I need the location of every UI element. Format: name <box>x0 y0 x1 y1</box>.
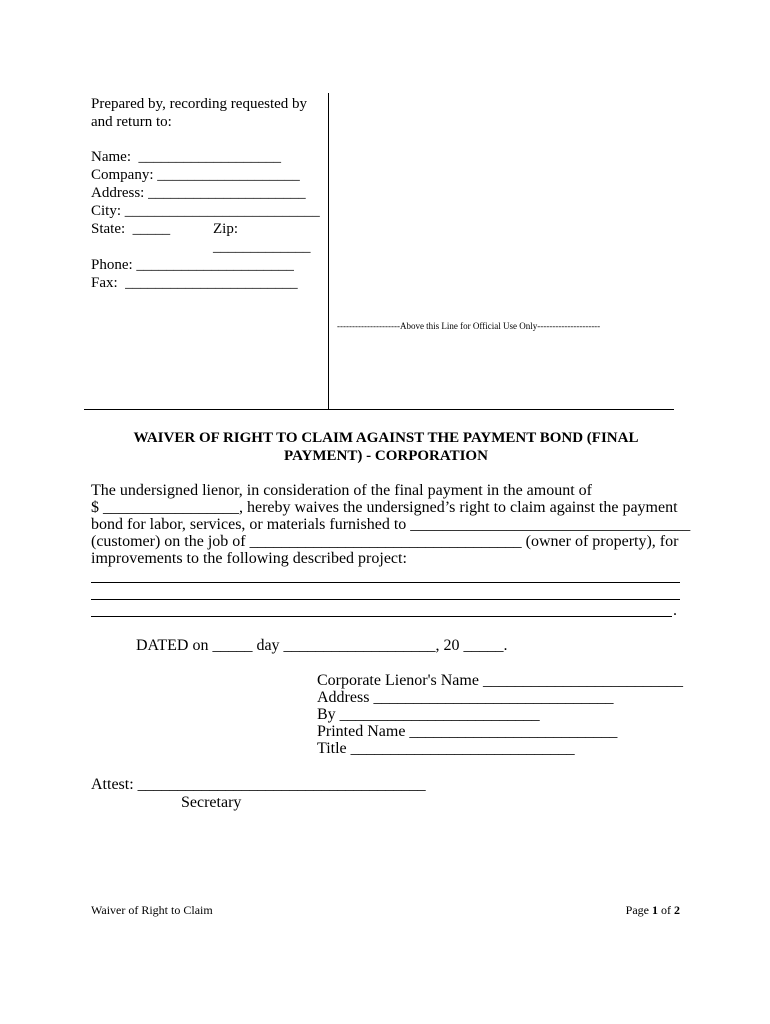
project-blank-line-1 <box>91 582 680 583</box>
attest-field: Attest: ____________________________________ <box>91 776 426 793</box>
name-field: Name: ___________________ <box>91 149 281 165</box>
footer-page-word: Page <box>625 903 652 917</box>
body-line-4: (customer) on the job of __________________________________ (owner of property), for <box>91 533 679 550</box>
project-period: . <box>673 602 677 619</box>
signature-by-field: By _________________________ <box>317 706 540 723</box>
body-line-1: The undersigned lienor, in consideration of the final payment in the amount of <box>91 482 592 499</box>
corporate-lienor-name-field: Corporate Lienor's Name _________________________ <box>317 672 683 689</box>
body-line-5: improvements to the following described project: <box>91 550 407 567</box>
fax-field: Fax: _______________________ <box>91 275 298 291</box>
return-to-label: and return to: <box>91 114 172 130</box>
company-field: Company: ___________________ <box>91 167 300 183</box>
body-line-3: bond for labor, services, or materials furnished to ___________________________________ <box>91 516 691 533</box>
printed-name-field: Printed Name __________________________ <box>317 723 618 740</box>
address-field: Address: _____________________ <box>91 185 306 201</box>
signature-address-field: Address ______________________________ <box>317 689 614 706</box>
header-divider-horizontal <box>84 409 674 410</box>
footer-page-total: 2 <box>674 903 680 917</box>
project-blank-line-2 <box>91 599 680 600</box>
footer-document-name: Waiver of Right to Claim <box>91 903 213 917</box>
zip-label: Zip: <box>213 221 238 237</box>
footer-of-word: of <box>658 903 674 917</box>
body-line-2: $ _________________, hereby waives the undersigned’s right to claim against the payment <box>91 499 678 516</box>
prepared-by-label: Prepared by, recording requested by <box>91 96 308 112</box>
signature-title-field: Title ____________________________ <box>317 740 575 757</box>
phone-field: Phone: _____________________ <box>91 257 294 273</box>
project-blank-line-3 <box>91 616 672 617</box>
dated-line: DATED on _____ day ___________________, 20 _____. <box>136 637 508 654</box>
header-divider-vertical <box>328 93 329 409</box>
state-field: State: _____ <box>91 221 171 237</box>
zip-field-line: _____________ <box>213 239 311 255</box>
official-use-line: ---------------------Above this Line for Official Use Only--------------------- <box>337 321 601 331</box>
document-title-line2: PAYMENT) - CORPORATION <box>284 448 488 464</box>
footer-page-current: 1 <box>652 903 658 917</box>
city-field: City: __________________________ <box>91 203 320 219</box>
document-title-line1: WAIVER OF RIGHT TO CLAIM AGAINST THE PAYMENT BOND (FINAL <box>133 430 639 446</box>
footer-page-number <box>626 903 680 917</box>
secretary-label: Secretary <box>181 794 242 811</box>
